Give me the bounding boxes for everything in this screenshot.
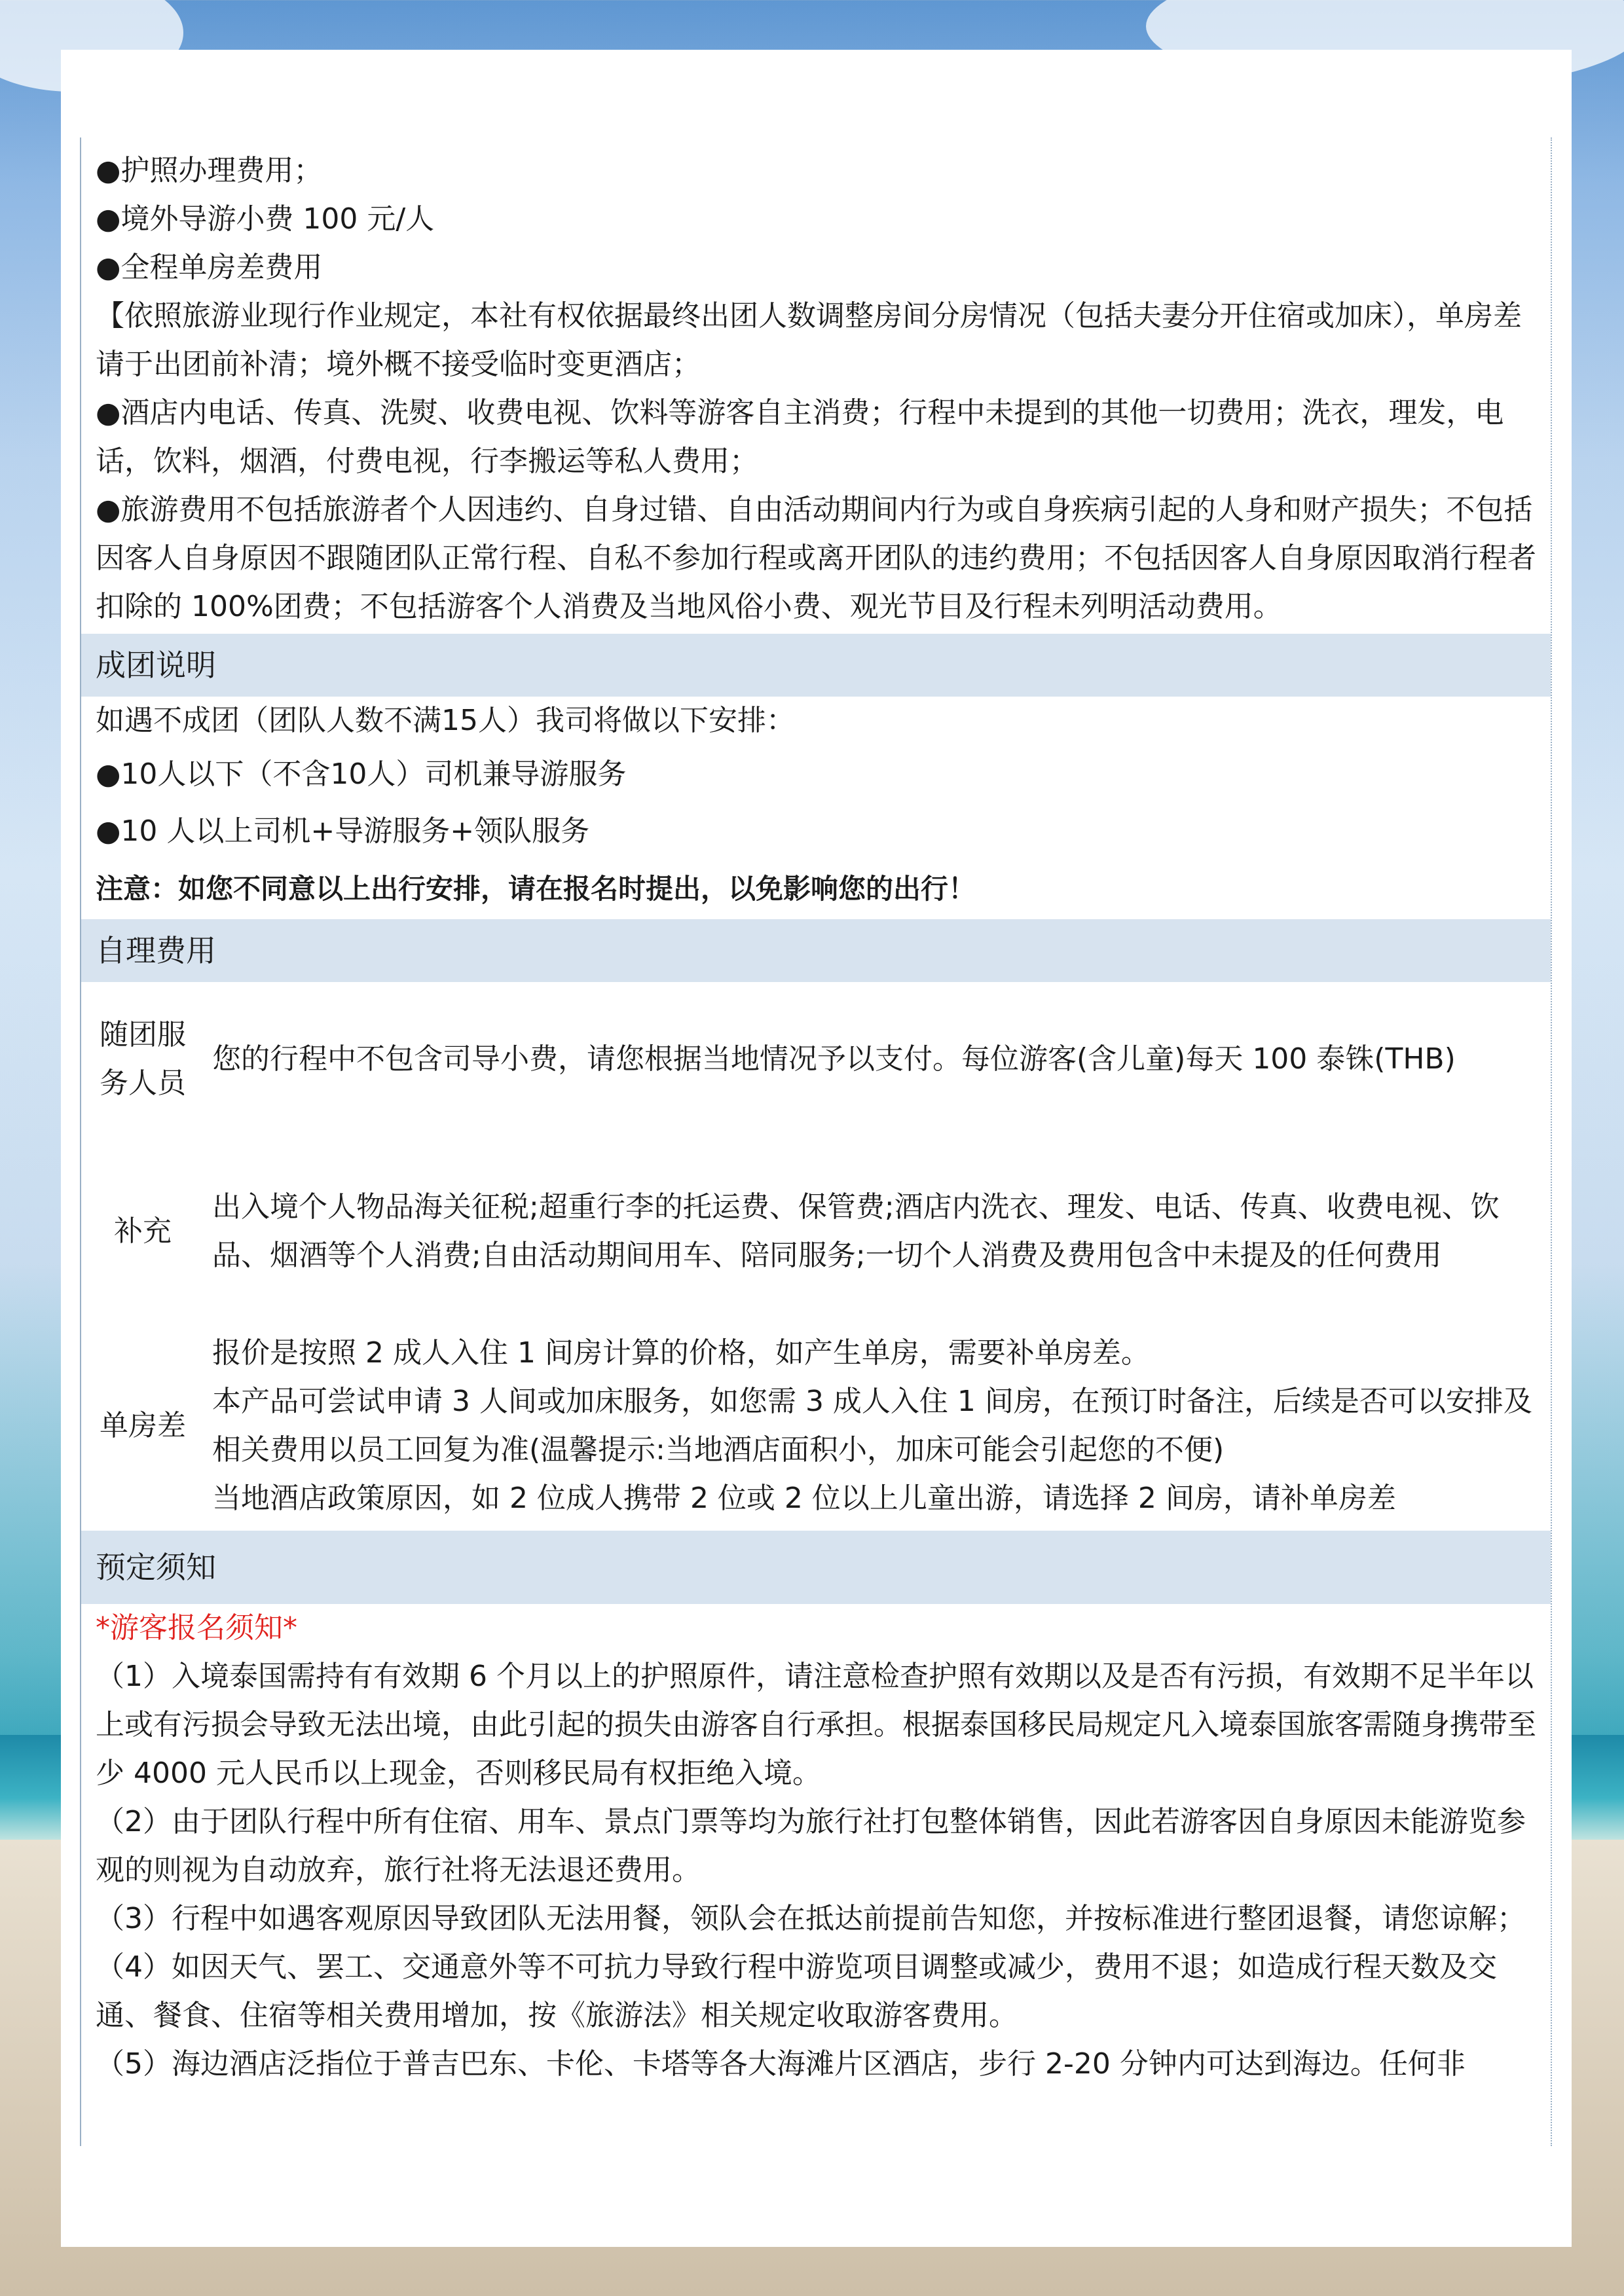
table-row	[81, 1137, 1551, 1326]
exclusion-item: 【依照旅游业现行作业规定，本社有权依据最终出团人数调整房间分房情况（包括夫妻分开住宿或加床），单房差请于出团前补清；境外概不接受临时变更酒店；	[96, 299, 1522, 381]
exclusion-item: ●酒店内电话、传真、洗熨、收费电视、饮料等游客自主消费；行程中未提到的其他一切费用；洗衣，理发，电话，饮料，烟酒，付费电视，行李搬运等私人费用；	[96, 396, 1504, 478]
room-note: 报价是按照 2 成人入住 1 间房计算的价格，如产生单房，需要补单房差。	[212, 1336, 1150, 1370]
room-note: 当地酒店政策原因，如 2 位成人携带 2 位或 2 位以上儿童出游，请选择 2 间房，请补单房差	[212, 1482, 1396, 1515]
row-label: 补充	[114, 1214, 172, 1248]
table-row	[81, 982, 1551, 1137]
group-item: ●10人以下（不含10人）司机兼导游服务	[96, 757, 627, 791]
section-header-booking: 预定须知	[81, 1531, 1551, 1604]
row-label-text: 随团服务人员	[100, 1018, 186, 1100]
group-item: ●10 人以上司机+导游服务+领队服务	[96, 814, 590, 848]
exclusion-item: ●旅游费用不包括旅游者个人因违约、自身过错、自由活动期间内行为或自身疾病引起的人身和财产损失；不包括因客人自身原因不跟随团队正常行程、自私不参加行程或离开团队的违约费用；不包括因客人自身原因取消行程者扣除的 100%团费；不包括游客个人消费及当地风俗小费、观光节目及行程未列明活动费用。	[96, 493, 1536, 623]
section-header-self-pay: 自理费用	[81, 919, 1551, 982]
exclusion-item: ●全程单房差费用	[96, 251, 323, 284]
booking-item: （1）入境泰国需持有有效期 6 个月以上的护照原件，请注意检查护照有效期以及是否有污损，有效期不足半年以上或有污损会导致无法出境，由此引起的损失由游客自行承担。根据泰国移民局规定凡入境泰国旅客需随身携带至少 4000 元人民币以上现金，否则移民局有权拒绝入境。	[96, 1660, 1536, 1790]
row-value	[204, 1326, 1551, 1525]
booking-section	[81, 1604, 1551, 2088]
booking-item: （4）如因天气、罢工、交通意外等不可抗力导致行程中游览项目调整或减少，费用不退；如造成行程天数及交通、餐食、住宿等相关费用增加，按《旅游法》相关规定收取游客费用。	[96, 1950, 1497, 2032]
row-value: 您的行程中不包含司导小费，请您根据当地情况予以支付。每位游客(含儿童)每天 100 泰铢(THB)	[212, 1042, 1456, 1076]
row-label	[81, 982, 204, 1137]
group-intro: 如遇不成团（团队人数不满15人）我司将做以下安排：	[96, 704, 795, 737]
exclusion-item: ●境外导游小费 100 元/人	[96, 202, 435, 236]
self-pay-table	[81, 982, 1551, 1525]
booking-item: （3）行程中如遇客观原因导致团队无法用餐，领队会在抵达前提前告知您，并按标准进行整团退餐，请您谅解；	[96, 1902, 1526, 1935]
group-section	[81, 697, 1551, 919]
group-note: 注意：如您不同意以上出行安排，请在报名时提出，以免影响您的出行！	[96, 873, 976, 905]
row-label: 单房差	[100, 1409, 186, 1442]
section-header-group: 成团说明	[81, 634, 1551, 697]
document-content	[80, 137, 1552, 2146]
row-value: 出入境个人物品海关征税;超重行李的托运费、保管费;酒店内洗衣、理发、电话、传真、收费电视、饮品、烟酒等个人消费;自由活动期间用车、陪同服务;一切个人消费及费用包含中未提及的任何费用	[212, 1190, 1500, 1272]
booking-item: （2）由于团队行程中所有住宿、用车、景点门票等均为旅行社打包整体销售，因此若游客因自身原因未能游览参观的则视为自动放弃，旅行社将无法退还费用。	[96, 1805, 1526, 1887]
booking-subtitle: *游客报名须知*	[96, 1611, 297, 1645]
booking-item: （5）海边酒店泛指位于普吉巴东、卡伦、卡塔等各大海滩片区酒店，步行 2-20 分钟内可达到海边。任何非	[96, 2047, 1466, 2081]
exclusion-item: ●护照办理费用；	[96, 154, 323, 187]
room-note: 本产品可尝试申请 3 人间或加床服务，如您需 3 成人入住 1 间房，在预订时备注，后续是否可以安排及相关费用以员工回复为准(温馨提示:当地酒店面积小，加床可能会引起您的不便)	[212, 1385, 1532, 1467]
table-row	[81, 1326, 1551, 1525]
exclusions-section	[81, 137, 1551, 631]
